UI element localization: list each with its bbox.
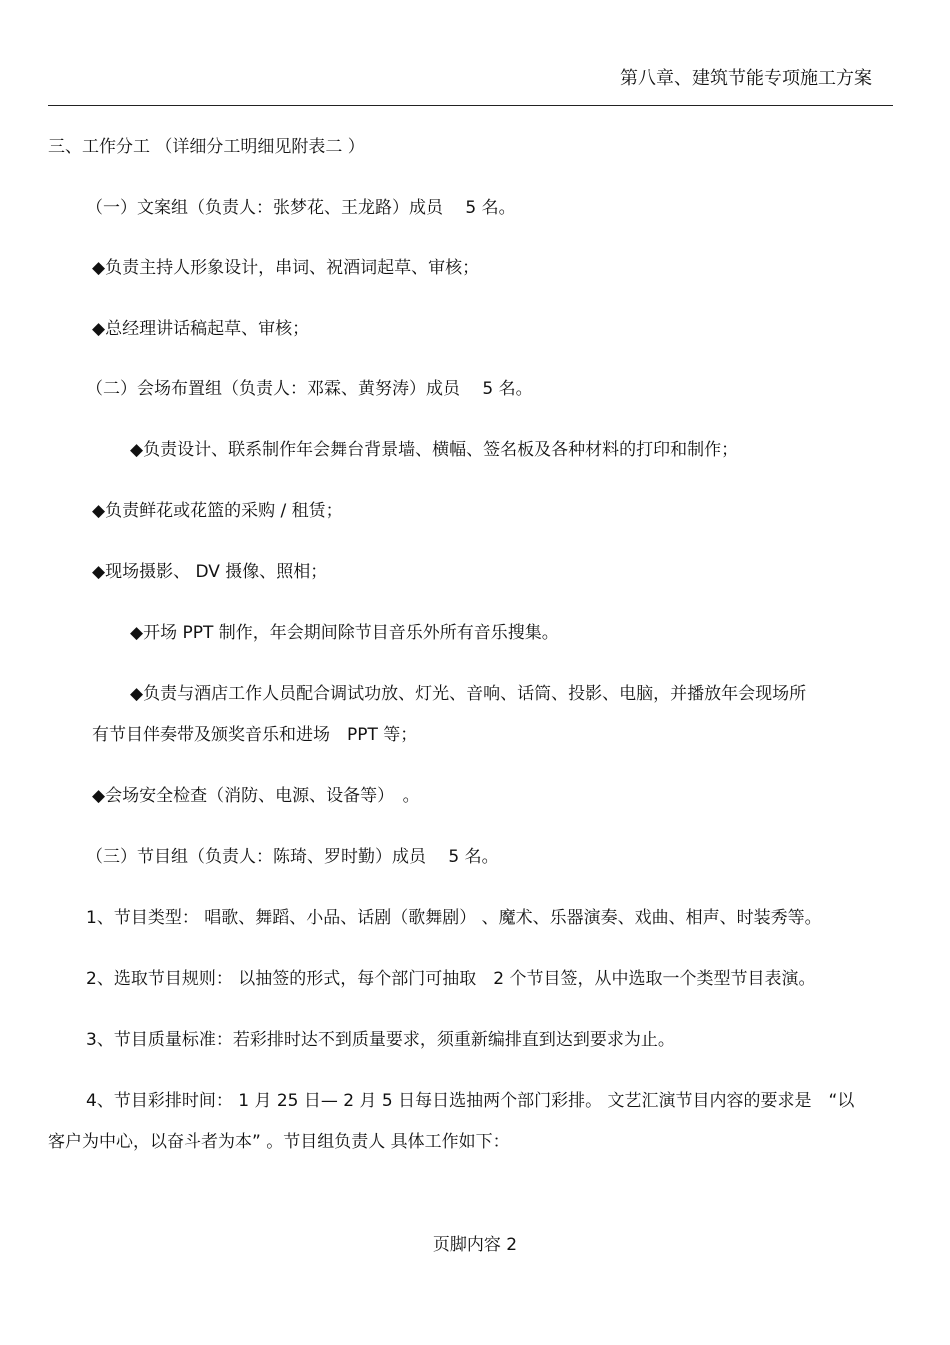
numbered-item: 2、选取节目规则： 以抽签的形式，每个部门可抽取 2 个节目签，从中选取一个类型节目表演。 [86,969,816,989]
numbered-item-continuation: 客户为中心，以奋斗者为本” 。节目组负责人 具体工作如下： [48,1132,510,1152]
group-heading-venue: （二）会场布置组（负责人：邓霖、黄努涛）成员 5 名。 [86,379,533,399]
bullet-item: ◆会场安全检查（消防、电源、设备等） 。 [92,786,420,806]
bullet-item: ◆负责设计、联系制作年会舞台背景墙、横幅、签名板及各种材料的打印和制作； [130,440,739,460]
numbered-item: 3、节目质量标准：若彩排时达不到质量要求，须重新编排直到达到要求为止。 [86,1030,675,1050]
section-heading: 三、工作分工 （详细分工明细见附表二 ） [48,137,365,157]
group-heading-copywriting: （一）文案组（负责人：张梦花、王龙路）成员 5 名。 [86,198,516,218]
numbered-item: 4、节目彩排时间： 1 月 25 日— 2 月 5 日每日选抽两个部门彩排。 文艺汇演节目内容的要求是 “以 [86,1091,855,1111]
bullet-item: ◆开场 PPT 制作，年会期间除节目音乐外所有音乐搜集。 [130,623,559,643]
page-header-title: 第八章、建筑节能专项施工方案 [620,68,872,89]
numbered-item: 1、节目类型： 唱歌、舞蹈、小品、话剧（歌舞剧） 、魔术、乐器演奏、戏曲、相声、时装秀等。 [86,908,822,928]
bullet-item: ◆现场摄影、 DV 摄像、照相； [92,562,328,582]
group-heading-program: （三）节目组（负责人：陈琦、罗时勤）成员 5 名。 [86,847,499,867]
bullet-item-continuation: 有节目伴奏带及颁奖音乐和进场 PPT 等； [92,725,418,745]
page-footer: 页脚内容 2 [432,1235,518,1255]
bullet-item: ◆总经理讲话稿起草、审核； [92,319,310,339]
bullet-item: ◆负责主持人形象设计，串词、祝酒词起草、审核； [92,258,480,278]
bullet-item: ◆负责与酒店工作人员配合调试功放、灯光、音响、话筒、投影、电脑，并播放年会现场所 [130,684,807,704]
header-divider [48,105,893,106]
bullet-item: ◆负责鲜花或花篮的采购 / 租赁； [92,501,343,521]
